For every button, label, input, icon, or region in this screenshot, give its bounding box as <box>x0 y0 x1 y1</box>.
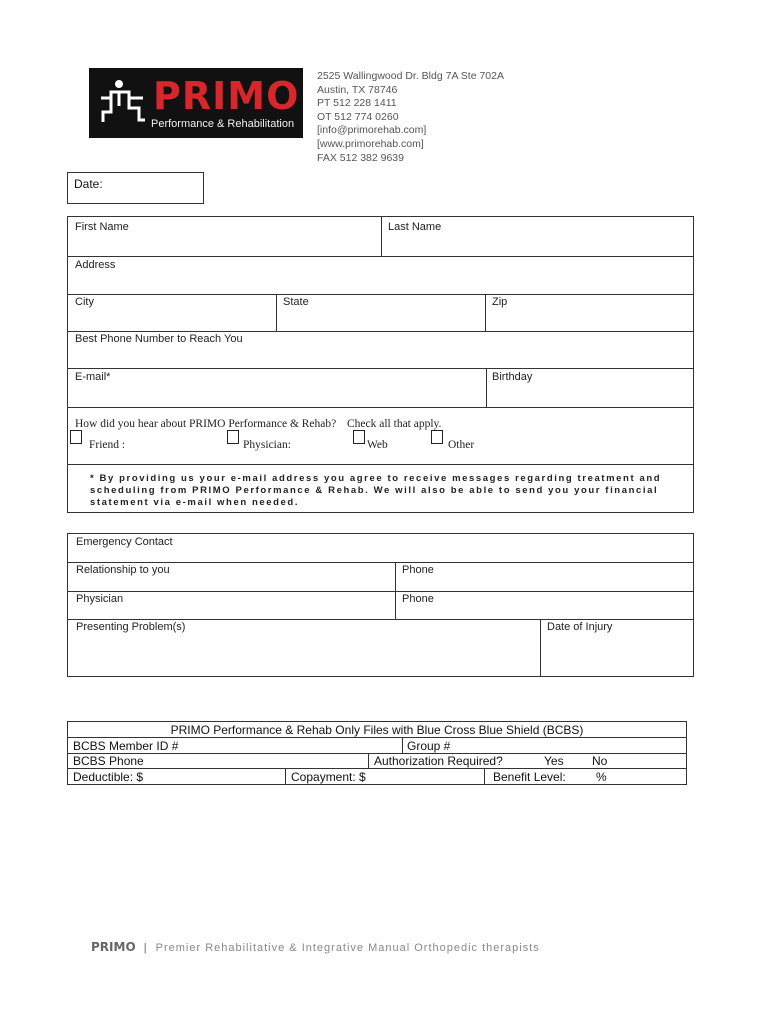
check-all-note: Check all that apply. <box>347 418 442 430</box>
col-divider <box>276 294 277 331</box>
date-label: Date: <box>74 177 103 191</box>
footer-tagline: Premier Rehabilitative & Integrative Manual Orthopedic therapists <box>155 942 540 954</box>
bcbs-group-field[interactable]: Group # <box>407 739 451 753</box>
col-divider <box>368 753 369 768</box>
row-divider <box>68 619 693 620</box>
date-of-injury-field[interactable]: Date of Injury <box>547 621 613 633</box>
city-field[interactable]: City <box>75 296 94 308</box>
address-field[interactable]: Address <box>75 259 116 271</box>
col-divider <box>402 737 403 753</box>
footer-separator: | <box>143 942 148 954</box>
primo-logo-figure-icon <box>95 78 151 128</box>
logo-tagline: Performance & Rehabilitation <box>151 118 295 130</box>
address-fax: FAX 512 382 9639 <box>317 151 404 164</box>
physician-checkbox[interactable] <box>227 430 239 444</box>
benefit-level-field[interactable]: Benefit Level: <box>493 770 566 784</box>
referral-question: How did you hear about PRIMO Performance & Rehab? <box>75 418 337 430</box>
col-divider <box>381 217 382 256</box>
col-divider <box>540 619 541 676</box>
row-divider <box>68 591 693 592</box>
authorization-yes[interactable]: Yes <box>544 754 564 768</box>
benefit-percent: % <box>596 770 607 784</box>
col-divider <box>285 768 286 784</box>
page-footer <box>91 940 540 954</box>
bcbs-member-id-field[interactable]: BCBS Member ID # <box>73 739 179 753</box>
address-ot-phone: OT 512 774 0260 <box>317 110 399 123</box>
address-email[interactable]: [info@primorehab.com] <box>317 124 427 137</box>
physician-phone-field[interactable]: Phone <box>402 593 434 605</box>
email-consent-notice: * By providing us your e-mail address you agree to receive messages regarding treatment and scheduling from PRIMO Performance & Rehab. We will also be able to send you your financial statement via e-mail when needed. <box>90 473 662 508</box>
last-name-field[interactable]: Last Name <box>388 221 442 233</box>
patient-info-form <box>67 216 694 513</box>
state-field[interactable]: State <box>283 296 309 308</box>
emergency-contact-field[interactable]: Emergency Contact <box>76 536 173 548</box>
col-divider <box>485 294 486 331</box>
row-divider <box>68 737 686 738</box>
authorization-label: Authorization Required? <box>374 754 503 768</box>
copayment-field[interactable]: Copayment: $ <box>291 770 366 784</box>
bcbs-title: PRIMO Performance & Rehab Only Files with Blue Cross Blue Shield (BCBS) <box>170 723 584 737</box>
col-divider <box>486 368 487 407</box>
emergency-info-form <box>67 533 694 677</box>
best-phone-field[interactable]: Best Phone Number to Reach You <box>75 333 243 345</box>
physician-field[interactable]: Physician <box>76 593 124 605</box>
row-divider <box>68 294 693 295</box>
address-pt-phone: PT 512 228 1411 <box>317 97 397 110</box>
clinic-address <box>317 70 504 165</box>
row-divider <box>68 331 693 332</box>
other-checkbox[interactable] <box>431 430 443 444</box>
deductible-field[interactable]: Deductible: $ <box>73 770 144 784</box>
date-field[interactable] <box>67 172 204 204</box>
row-divider <box>68 256 693 257</box>
col-divider <box>484 768 485 784</box>
zip-field[interactable]: Zip <box>492 296 508 308</box>
row-divider <box>68 562 693 563</box>
row-divider <box>68 464 693 465</box>
friend-option-label: Friend : <box>89 439 126 451</box>
address-website[interactable]: [www.primorehab.com] <box>317 137 424 150</box>
email-field[interactable]: E-mail* <box>75 371 111 383</box>
bcbs-table <box>67 721 687 785</box>
authorization-no[interactable]: No <box>592 754 608 768</box>
logo-brand: PRIMO <box>153 74 300 118</box>
presenting-problem-field[interactable]: Presenting Problem(s) <box>76 621 186 633</box>
friend-checkbox[interactable] <box>70 430 82 444</box>
first-name-field[interactable]: First Name <box>75 221 129 233</box>
primo-logo <box>89 68 303 138</box>
row-divider <box>68 368 693 369</box>
physician-option-label: Physician: <box>243 439 291 451</box>
web-checkbox[interactable] <box>353 430 365 444</box>
col-divider <box>395 562 396 619</box>
relationship-field[interactable]: Relationship to you <box>76 564 170 576</box>
address-city: Austin, TX 78746 <box>317 83 398 96</box>
other-option-label: Other <box>448 439 475 451</box>
row-divider <box>68 407 693 408</box>
web-option-label: Web <box>367 439 388 451</box>
address-street: 2525 Wallingwood Dr. Bldg 7A Ste 702A <box>317 70 504 82</box>
row-divider <box>68 768 686 769</box>
emergency-phone-field[interactable]: Phone <box>402 564 434 576</box>
footer-brand: PRIMO <box>91 940 136 954</box>
bcbs-phone-field[interactable]: BCBS Phone <box>73 754 144 768</box>
birthday-field[interactable]: Birthday <box>492 371 533 383</box>
